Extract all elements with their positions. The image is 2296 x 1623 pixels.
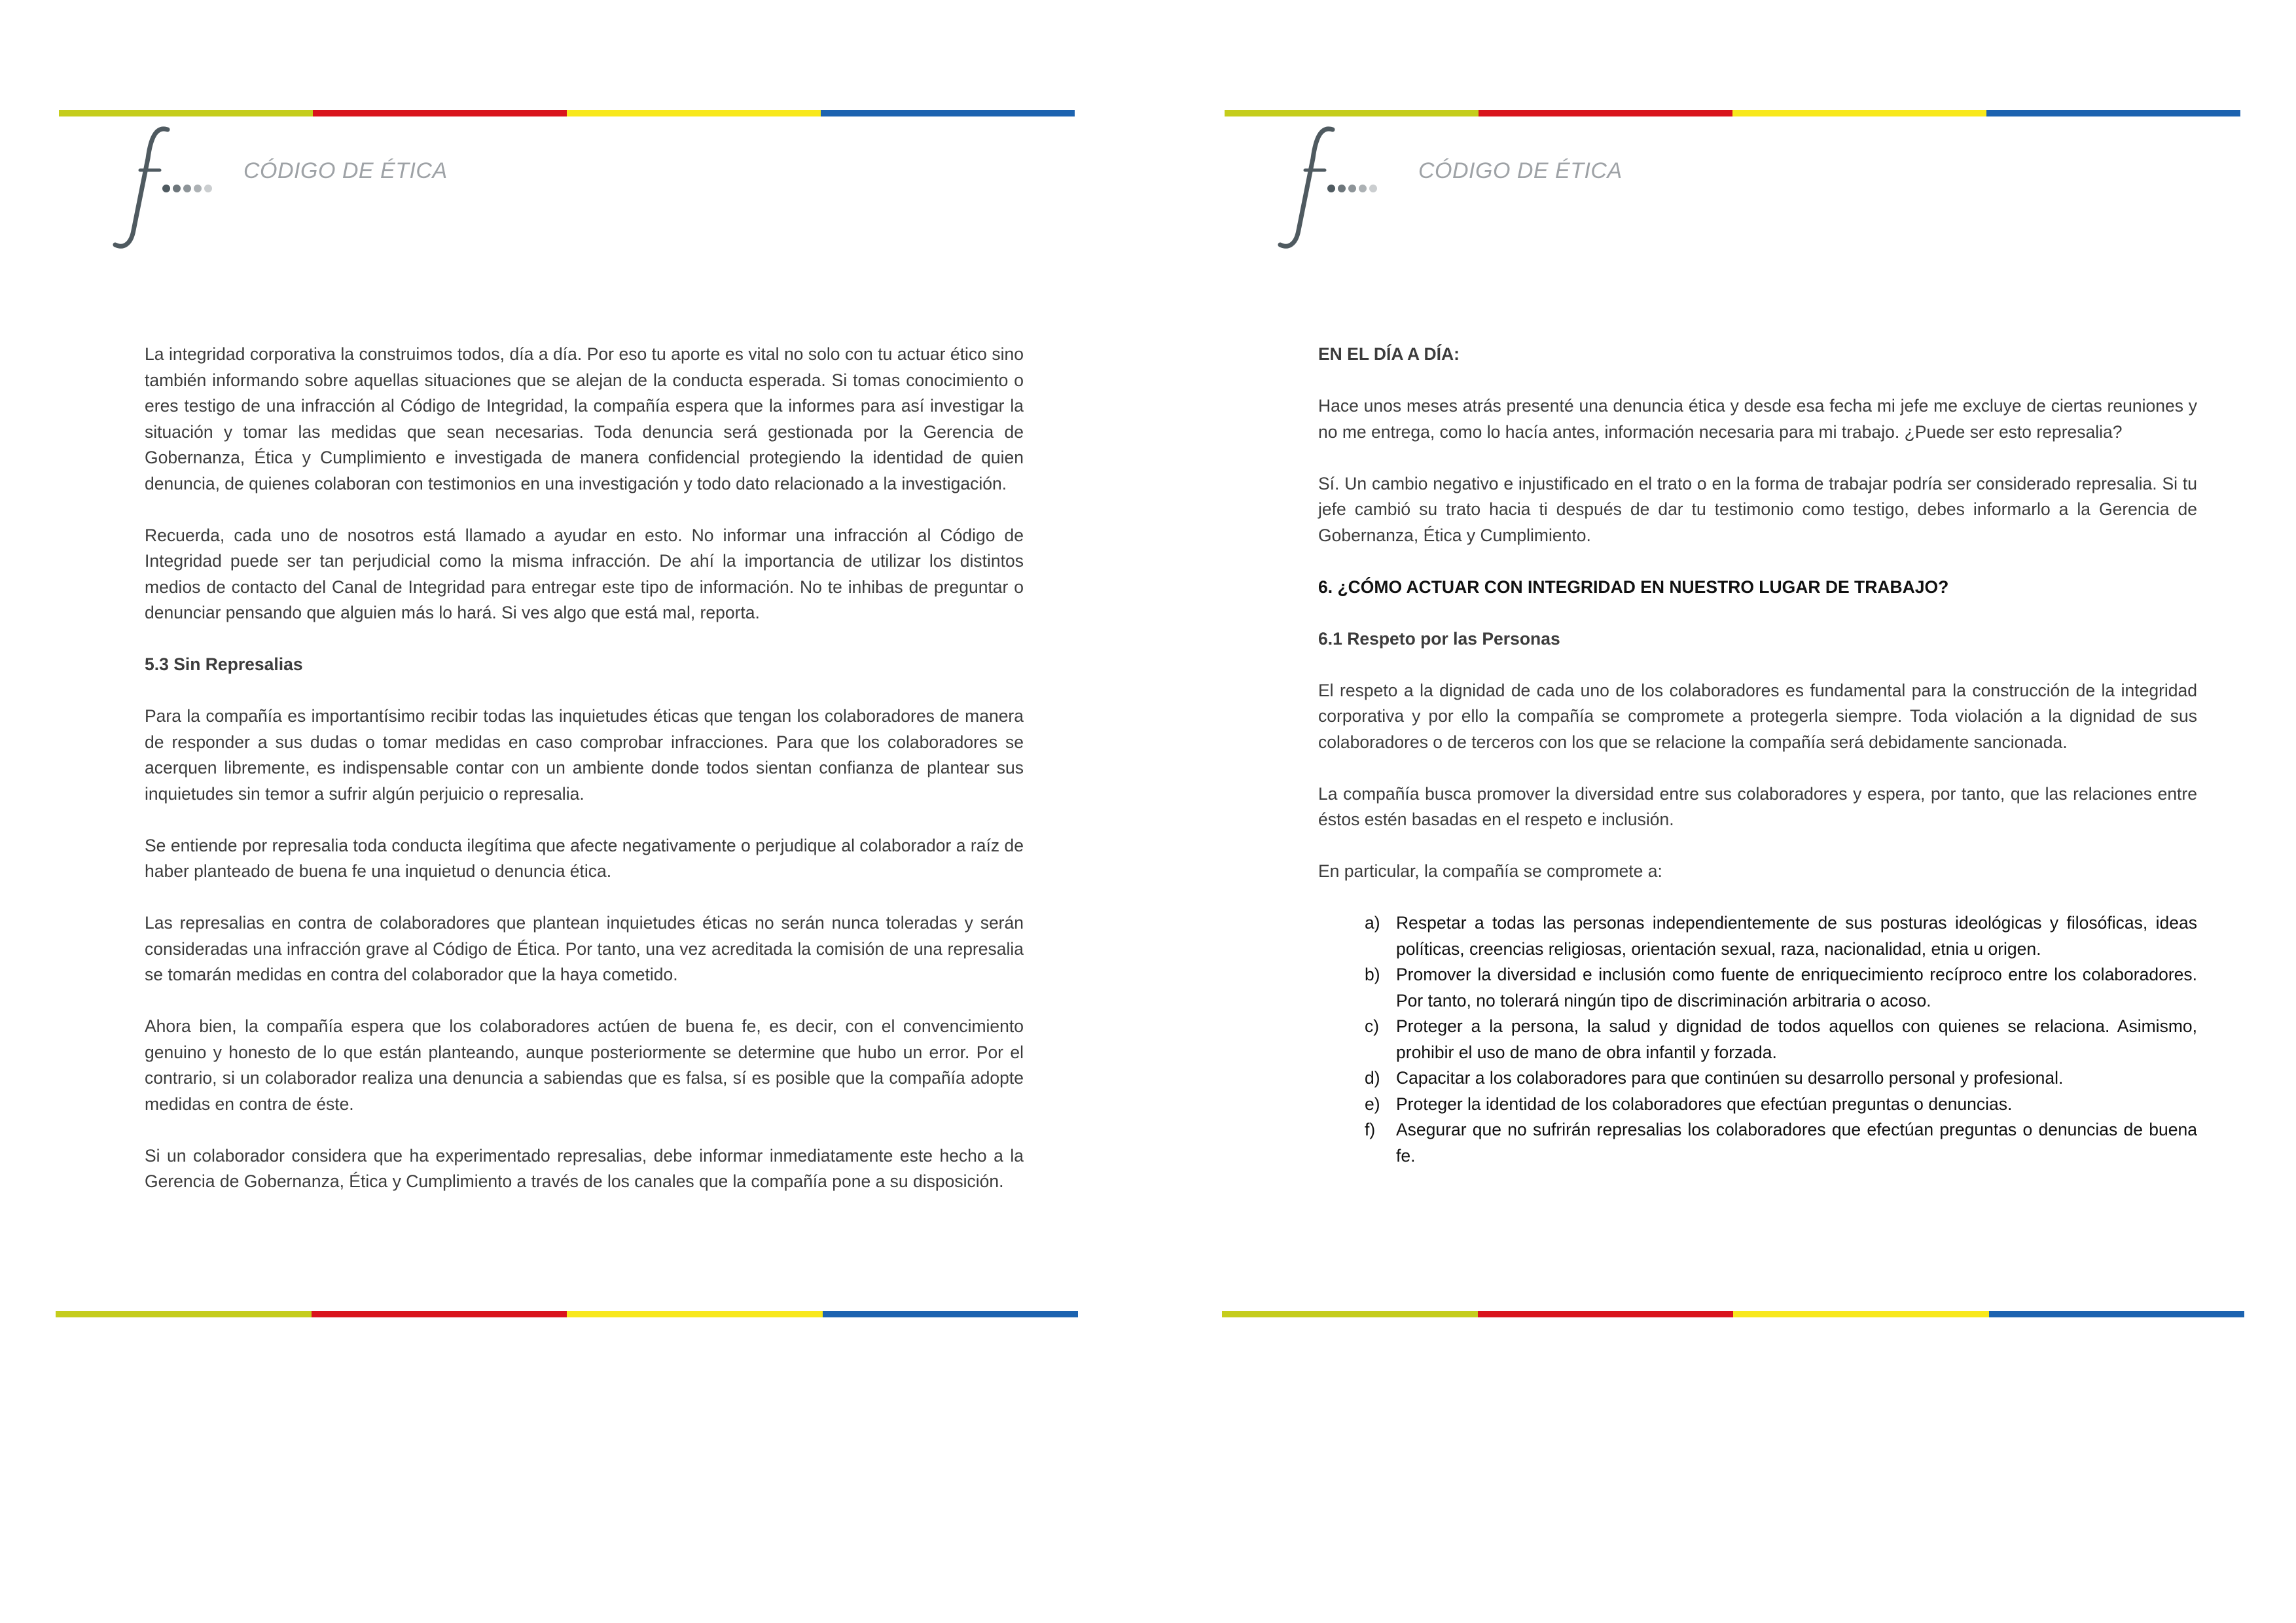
list-item bbox=[1365, 1117, 2197, 1169]
stripe-red bbox=[312, 1311, 567, 1317]
bottom-color-stripe bbox=[1222, 1311, 2244, 1317]
list-item bbox=[1365, 1092, 2197, 1118]
paragraph: La integridad corporativa la construimos todos, día a día. Por eso tu aporte es vital no solo con tu actuar ético sino también informando sobre aquellas situaciones que se alejan de la conducta esperada. Si tomas conocimiento o eres testigo de una infracción al Código de Integridad, la compañía espera que la informes para así investigar la situación y tomar las medidas que sean necesarias. Toda denuncia será gestionada por la Gerencia de Gobernanza, Ética y Cumplimiento e investigada de manera confidencial protegiendo la identidad de quien denuncia, de quienes colaboran con testimonios en una investigación y todo dato relacionado a la investigación. bbox=[145, 344, 1024, 493]
stripe-red bbox=[1478, 1311, 1734, 1317]
stripe-blue bbox=[1986, 110, 2240, 116]
section-heading: 5.3 Sin Represalias bbox=[145, 654, 303, 674]
paragraph: Si un colaborador considera que ha experimentado represalias, debe informar inmediatamente este hecho a la Gerencia de Gobernanza, Ética y Cumplimiento a través de los canales que la compañía pone a su disposición. bbox=[145, 1145, 1024, 1191]
paragraph: El respeto a la dignidad de cada uno de los colaboradores es fundamental para la construcción de la integridad corporativa y por ello la compañía se compromete a protegerla siempre. Toda violación a la dignidad de sus colaboradores o de terceros con los que se relacione la compañía será debidamente sancionada. bbox=[1318, 680, 2197, 752]
list-item bbox=[1365, 962, 2197, 1014]
list-item bbox=[1365, 1014, 2197, 1065]
list-item-text: Capacitar a los colaboradores para que continúen su desarrollo personal y profesional. bbox=[1396, 1068, 2064, 1088]
paragraph: Ahora bien, la compañía espera que los colaboradores actúen de buena fe, es decir, con el convencimiento genuino y honesto de lo que están planteando, aunque posteriormente se determine que hubo un error. Por el contrario, si un colaborador realiza una denuncia a sabiendas que es falsa, sí es posible que la compañía adopte medidas en contra de éste. bbox=[145, 1016, 1024, 1114]
stripe-yellow bbox=[1732, 110, 1986, 116]
stripe-green bbox=[1222, 1311, 1478, 1317]
paragraph: Recuerda, cada uno de nosotros está llamado a ayudar en esto. No informar una infracción al Código de Integridad puede ser tan perjudicial como la misma infracción. De ahí la importancia de utilizar los distintos medios de contacto del Canal de Integridad para entregar este tipo de información. No te inhibas de preguntar o denunciar pensando que alguien más lo hará. Si ves algo que está mal, reporta. bbox=[145, 525, 1024, 622]
list-marker: c) bbox=[1365, 1016, 1380, 1036]
stripe-green bbox=[59, 110, 313, 116]
list-marker: f) bbox=[1365, 1120, 1376, 1139]
commitments-list bbox=[1318, 910, 2197, 1169]
paragraph: En particular, la compañía se compromete a: bbox=[1318, 861, 1662, 881]
top-color-stripe bbox=[1225, 110, 2240, 116]
list-item-text: Asegurar que no sufrirán represalias los colaboradores que efectúan preguntas o denuncias de buena fe. bbox=[1396, 1120, 2197, 1166]
answer-paragraph: Sí. Un cambio negativo e injustificado en el trato o en la forma de trabajar podría ser considerado represalia. Si tu jefe cambió su trato hacia ti después de dar tu testimonio como testigo, debes informarlo a la Gerencia de Gobernanza, Ética y Cumplimiento. bbox=[1318, 473, 2197, 545]
right-page-content bbox=[1318, 342, 2197, 1169]
list-marker: b) bbox=[1365, 965, 1380, 984]
sub-heading: 6.1 Respeto por las Personas bbox=[1318, 628, 1560, 649]
stripe-yellow bbox=[567, 1311, 823, 1317]
header-title: CÓDIGO DE ÉTICA bbox=[1418, 158, 1623, 183]
stripe-yellow bbox=[1733, 1311, 1989, 1317]
top-color-stripe bbox=[59, 110, 1075, 116]
paragraph: La compañía busca promover la diversidad entre sus colaboradores y espera, por tanto, que las relaciones entre éstos estén basadas en el respeto e inclusión. bbox=[1318, 783, 2197, 829]
list-marker: e) bbox=[1365, 1094, 1380, 1114]
stripe-green bbox=[1225, 110, 1479, 116]
f-dots-logo-icon bbox=[1276, 124, 1394, 255]
list-item-text: Promover la diversidad e inclusión como fuente de enriquecimiento recíproco entre los colaboradores. Por tanto, no tolerará ningún tipo de discriminación arbitraria o acoso. bbox=[1396, 965, 2197, 1010]
paragraph: Para la compañía es importantísimo recibir todas las inquietudes éticas que tengan los colaboradores de manera de responder a sus dudas o tomar medidas en caso comprobar infracciones. Para que los colaboradores se acerquen libremente, es indispensable contar con un ambiente donde todos sientan confianza de plantear sus inquietudes sin temor a sufrir algún perjuicio o represalia. bbox=[145, 706, 1024, 804]
stripe-green bbox=[56, 1311, 312, 1317]
list-marker: a) bbox=[1365, 913, 1380, 933]
right-page bbox=[1148, 0, 2296, 1623]
stripe-blue bbox=[823, 1311, 1079, 1317]
left-page-content bbox=[145, 342, 1024, 1195]
bottom-color-stripe bbox=[56, 1311, 1078, 1317]
f-dots-logo-icon bbox=[111, 124, 229, 255]
question-paragraph: Hace unos meses atrás presenté una denuncia ética y desde esa fecha mi jefe me excluye de ciertas reuniones y no me entrega, como lo hacía antes, información necesaria para mi trabajo. ¿Puede ser esto represalia? bbox=[1318, 396, 2197, 442]
stripe-red bbox=[313, 110, 567, 116]
list-item bbox=[1365, 1065, 2197, 1092]
list-marker: d) bbox=[1365, 1068, 1380, 1088]
list-item-text: Proteger la identidad de los colaboradores que efectúan preguntas o denuncias. bbox=[1396, 1094, 2013, 1114]
list-item-text: Proteger a la persona, la salud y dignidad de todos aquellos con quienes se relaciona. Asimismo, prohibir el uso de mano de obra infantil y forzada. bbox=[1396, 1016, 2197, 1062]
list-item bbox=[1365, 910, 2197, 962]
list-item-text: Respetar a todas las personas independientemente de sus posturas ideológicas y filosóficas, ideas políticas, creencias religiosas, orientación sexual, raza, nacionalidad, etnia u origen. bbox=[1396, 913, 2197, 959]
stripe-red bbox=[1479, 110, 1732, 116]
stripe-blue bbox=[821, 110, 1075, 116]
chapter-heading: 6. ¿CÓMO ACTUAR CON INTEGRIDAD EN NUESTRO LUGAR DE TRABAJO? bbox=[1318, 577, 1949, 597]
paragraph: Se entiende por represalia toda conducta ilegítima que afecte negativamente o perjudique al colaborador a raíz de haber planteado de buena fe una inquietud o denuncia ética. bbox=[145, 835, 1024, 881]
stripe-yellow bbox=[567, 110, 821, 116]
header-title: CÓDIGO DE ÉTICA bbox=[243, 158, 448, 183]
day-heading: EN EL DÍA A DÍA: bbox=[1318, 344, 1460, 364]
stripe-blue bbox=[1989, 1311, 2245, 1317]
paragraph: Las represalias en contra de colaboradores que plantean inquietudes éticas no serán nunca toleradas y serán consideradas una infracción grave al Código de Ética. Por tanto, una vez acreditada la comisión de una represalia se tomarán medidas en contra del colaborador que la haya cometido. bbox=[145, 913, 1024, 984]
